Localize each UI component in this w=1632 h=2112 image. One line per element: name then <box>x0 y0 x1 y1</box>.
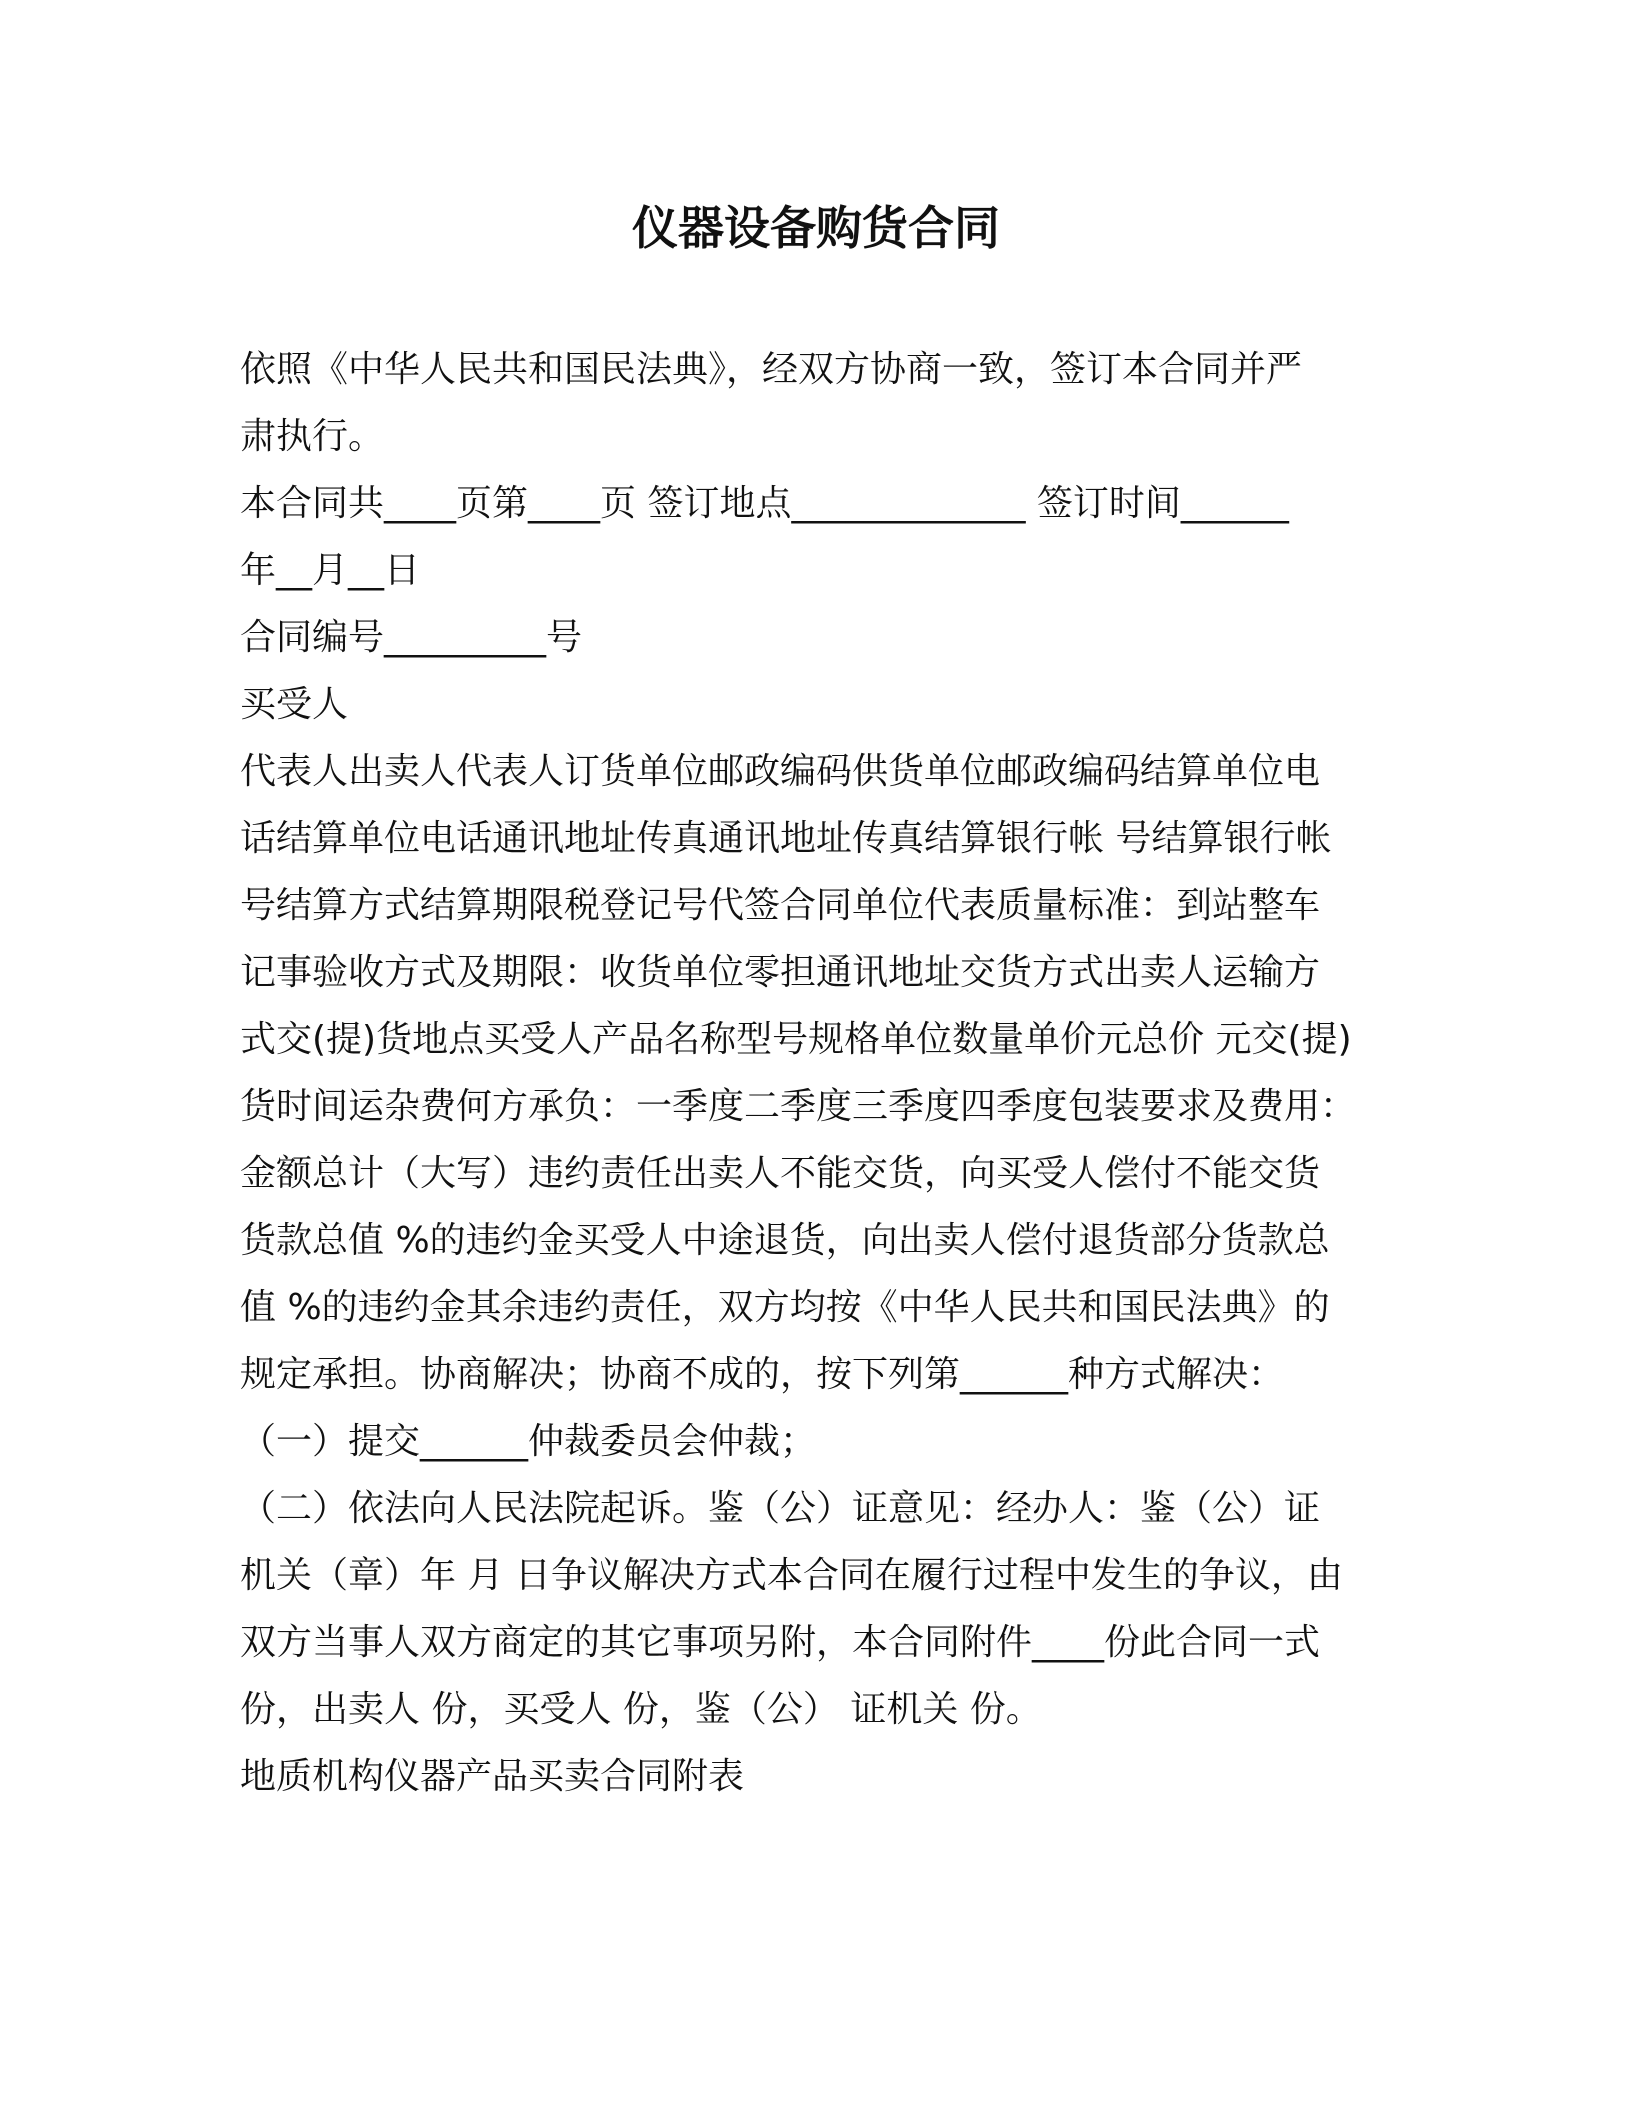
contract-body <box>240 336 1380 1810</box>
body-line: 规定承担。协商解决；协商不成的，按下列第______种方式解决： <box>240 1354 1285 1395</box>
body-line: 式交(提)货地点买受人产品名称型号规格单位数量单价元总价 元交(提) <box>240 1019 1352 1060</box>
body-line: 值 %的违约金其余违约责任，双方均按《中华人民共和国民法典》的 <box>240 1287 1330 1328</box>
body-line: 年__月__日 <box>240 550 421 591</box>
body-line: 合同编号_________号 <box>240 617 583 658</box>
body-line: 依照《中华人民共和国民法典》，经双方协商一致，签订本合同并严 <box>240 349 1303 390</box>
body-line: 本合同共____页第____页 签订地点_____________ 签订时间______ <box>240 483 1289 524</box>
body-line: 货款总值 %的违约金买受人中途退货，向出卖人偿付退货部分货款总 <box>240 1220 1330 1261</box>
body-line: 买受人 <box>240 684 349 725</box>
body-line: 机关（章）年 月 日争议解决方式本合同在履行过程中发生的争议，由 <box>240 1555 1343 1596</box>
body-line: 双方当事人双方商定的其它事项另附，本合同附件____份此合同一式 <box>240 1622 1321 1663</box>
body-line: 金额总计（大写）违约责任出卖人不能交货，向买受人偿付不能交货 <box>240 1153 1321 1194</box>
document-title: 仪器设备购货合同 <box>632 201 1000 255</box>
body-line: 地质机构仪器产品买卖合同附表 <box>240 1756 745 1797</box>
body-line: 份，出卖人 份，买受人 份，鉴（公） 证机关 份。 <box>240 1689 1042 1730</box>
body-line: 话结算单位电话通讯地址传真通讯地址传真结算银行帐 号结算银行帐 <box>240 818 1332 859</box>
body-line: 肃执行。 <box>240 416 385 457</box>
body-line: （一）提交______仲裁委员会仲裁； <box>240 1421 817 1462</box>
body-line: 货时间运杂费何方承负：一季度二季度三季度四季度包装要求及费用： <box>240 1086 1357 1127</box>
body-line: （二）依法向人民法院起诉。鉴（公）证意见：经办人：鉴（公）证 <box>240 1488 1321 1529</box>
body-line: 号结算方式结算期限税登记号代签合同单位代表质量标准：到站整车 <box>240 885 1321 926</box>
body-line: 记事验收方式及期限：收货单位零担通讯地址交货方式出卖人运输方 <box>240 952 1321 993</box>
body-line: 代表人出卖人代表人订货单位邮政编码供货单位邮政编码结算单位电 <box>240 751 1321 792</box>
